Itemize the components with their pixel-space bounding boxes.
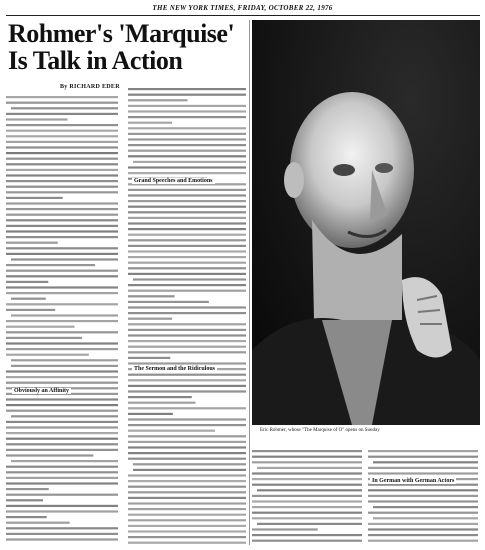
text-line — [252, 534, 362, 536]
text-line — [368, 456, 478, 458]
text-line — [368, 523, 478, 525]
text-line — [128, 519, 246, 521]
text-line — [6, 96, 118, 98]
text-line — [6, 331, 118, 333]
text-line — [6, 326, 75, 328]
text-line — [6, 230, 118, 232]
text-line — [128, 318, 172, 320]
text-line — [6, 477, 118, 479]
text-line — [6, 292, 118, 294]
text-line — [373, 506, 478, 508]
text-line — [368, 489, 478, 491]
text-line — [6, 342, 118, 344]
text-line — [128, 150, 246, 152]
text-line — [128, 480, 246, 482]
text-line — [6, 186, 118, 188]
text-line — [128, 200, 246, 202]
text-line — [128, 127, 246, 129]
text-line — [128, 374, 246, 376]
text-line — [373, 517, 478, 519]
text-line — [128, 312, 246, 314]
text-line — [368, 467, 478, 469]
text-line — [6, 163, 118, 165]
text-line — [6, 421, 118, 423]
text-line — [128, 166, 246, 168]
column-3-text-lines — [252, 448, 364, 544]
text-line — [6, 158, 118, 160]
text-line — [368, 512, 478, 514]
text-line — [133, 469, 246, 471]
text-line — [6, 370, 118, 372]
text-line — [128, 346, 246, 348]
text-line — [128, 290, 246, 292]
text-line — [252, 540, 362, 542]
text-line — [6, 382, 118, 384]
text-line — [6, 146, 118, 148]
text-line — [133, 463, 246, 465]
text-line — [368, 450, 478, 452]
byline: By RICHARD EDER — [60, 84, 120, 90]
text-line — [11, 359, 118, 361]
text-line — [128, 222, 246, 224]
text-line — [6, 208, 118, 210]
text-line — [128, 323, 246, 325]
text-line — [128, 340, 246, 342]
text-line — [6, 169, 118, 171]
column-1-text-lines — [6, 94, 121, 544]
text-line — [368, 540, 478, 542]
text-line — [6, 404, 118, 406]
article-column-2 — [128, 86, 248, 544]
text-line — [11, 314, 118, 316]
text-line — [6, 270, 118, 272]
text-line — [128, 334, 246, 336]
text-line — [252, 528, 318, 530]
text-line — [128, 441, 246, 443]
text-line — [252, 495, 362, 497]
text-line — [6, 488, 49, 490]
text-line — [257, 489, 362, 491]
masthead: THE NEW YORK TIMES, FRIDAY, OCTOBER 22, 1976 — [152, 4, 333, 12]
text-line — [6, 348, 118, 350]
text-line — [11, 107, 118, 109]
text-line — [128, 530, 246, 532]
subhead-german: In German with German Actors — [372, 478, 455, 484]
text-line — [128, 239, 246, 241]
text-line — [128, 430, 215, 432]
text-line — [11, 415, 118, 417]
text-line — [11, 365, 118, 367]
text-line — [368, 534, 478, 536]
text-line — [6, 410, 118, 412]
text-line — [128, 497, 246, 499]
text-line — [6, 538, 118, 540]
text-line — [6, 236, 118, 238]
text-line — [6, 191, 118, 193]
text-line — [128, 413, 173, 415]
text-line — [128, 446, 246, 448]
column-4-text-lines — [368, 448, 480, 544]
text-line — [6, 482, 118, 484]
text-line — [368, 472, 478, 474]
text-line — [257, 467, 362, 469]
text-line — [128, 138, 246, 140]
text-line — [128, 94, 246, 96]
photo-caption: Eric Rohmer, whose "The Marquise of O" opens on Sunday — [260, 428, 380, 433]
text-line — [128, 172, 246, 174]
text-line — [6, 471, 118, 473]
text-line — [128, 284, 246, 286]
text-line — [6, 438, 118, 440]
headline-line-1: Rohmer's 'Marquise' — [8, 19, 235, 48]
text-line — [6, 202, 118, 204]
text-line — [6, 264, 95, 266]
text-line — [252, 472, 362, 474]
text-line — [128, 402, 196, 404]
subhead-sermon: The Sermon and the Ridiculous — [134, 366, 216, 372]
text-line — [128, 424, 246, 426]
text-line — [128, 206, 246, 208]
text-line — [6, 197, 63, 199]
text-line — [6, 130, 118, 132]
text-line — [128, 234, 246, 236]
text-line — [6, 533, 118, 535]
text-line — [6, 253, 118, 255]
text-line — [252, 512, 362, 514]
text-line — [6, 449, 118, 451]
text-line — [128, 228, 246, 230]
text-line — [252, 517, 362, 519]
text-line — [6, 303, 118, 305]
text-line — [128, 122, 172, 124]
text-line — [128, 273, 246, 275]
text-line — [6, 242, 58, 244]
text-line — [128, 435, 246, 437]
text-line — [128, 486, 246, 488]
text-line — [128, 502, 246, 504]
text-line — [373, 461, 478, 463]
text-line — [128, 267, 246, 269]
text-line — [6, 505, 118, 507]
text-line — [128, 474, 246, 476]
text-line — [6, 275, 118, 277]
text-line — [128, 362, 246, 364]
text-line — [128, 379, 246, 381]
text-line — [6, 337, 82, 339]
subhead-speeches: Grand Speeches and Emotions — [134, 178, 213, 184]
text-line — [128, 189, 246, 191]
text-line — [11, 298, 46, 300]
text-line — [128, 491, 246, 493]
text-line — [6, 281, 48, 283]
text-line — [368, 528, 478, 530]
text-line — [252, 461, 362, 463]
text-line — [6, 214, 118, 216]
masthead-rule — [6, 15, 480, 16]
text-line — [128, 99, 188, 101]
text-line — [128, 110, 246, 112]
text-line — [257, 523, 362, 525]
text-line — [6, 102, 118, 104]
text-line — [128, 245, 246, 247]
text-line — [252, 500, 362, 502]
text-line — [128, 217, 246, 219]
text-line — [6, 426, 118, 428]
rohmer-photo — [252, 20, 480, 425]
text-line — [6, 398, 118, 400]
text-line — [128, 407, 246, 409]
text-line — [128, 418, 246, 420]
text-line — [128, 458, 246, 460]
text-line — [128, 536, 246, 538]
article-column-4 — [368, 448, 480, 544]
text-line — [128, 262, 246, 264]
text-line — [6, 309, 55, 311]
text-line — [128, 452, 246, 454]
text-line — [6, 118, 68, 120]
text-line — [252, 450, 362, 452]
text-line — [6, 527, 118, 529]
text-line — [6, 152, 118, 154]
text-line — [128, 306, 246, 308]
text-line — [6, 516, 47, 518]
text-line — [6, 174, 118, 176]
headline — [8, 20, 248, 74]
text-line — [128, 396, 192, 398]
text-line — [6, 499, 43, 501]
text-line — [6, 522, 70, 524]
column-divider — [249, 20, 250, 545]
text-line — [6, 219, 118, 221]
text-line — [128, 525, 246, 527]
text-line — [6, 376, 118, 378]
subhead-affinity: Obviously an Affinity — [14, 388, 70, 394]
text-line — [128, 542, 246, 544]
text-line — [128, 390, 246, 392]
text-line — [368, 495, 478, 497]
text-line — [6, 494, 118, 496]
article-column-1 — [6, 94, 121, 544]
text-line — [128, 88, 246, 90]
text-line — [6, 124, 118, 126]
text-line — [6, 354, 89, 356]
text-line — [128, 514, 246, 516]
text-line — [128, 256, 246, 258]
text-line — [133, 161, 246, 163]
text-line — [6, 113, 118, 115]
text-line — [6, 286, 118, 288]
text-line — [6, 247, 118, 249]
text-line — [6, 510, 118, 512]
text-line — [6, 180, 118, 182]
text-line — [133, 278, 246, 280]
text-line — [128, 155, 246, 157]
text-line — [128, 301, 209, 303]
text-line — [6, 225, 118, 227]
text-line — [128, 250, 246, 252]
text-line — [128, 133, 246, 135]
text-line — [128, 105, 246, 107]
text-line — [6, 432, 118, 434]
text-line — [128, 351, 246, 353]
text-line — [128, 144, 246, 146]
text-line — [6, 135, 118, 137]
text-line — [128, 194, 246, 196]
text-line — [128, 295, 175, 297]
article-column-3 — [252, 448, 364, 544]
text-line — [252, 506, 362, 508]
text-line — [6, 454, 93, 456]
text-line — [128, 357, 170, 359]
text-line — [128, 329, 246, 331]
text-line — [6, 466, 118, 468]
headline-line-2: Is Talk in Action — [8, 46, 183, 75]
text-line — [252, 456, 362, 458]
text-line — [11, 460, 118, 462]
text-line — [128, 385, 246, 387]
text-line — [252, 478, 362, 480]
text-line — [252, 484, 362, 486]
text-line — [6, 320, 118, 322]
text-line — [128, 211, 246, 213]
text-line — [128, 508, 246, 510]
text-line — [6, 141, 118, 143]
text-line — [11, 258, 118, 260]
text-line — [6, 443, 118, 445]
text-line — [368, 500, 478, 502]
column-2-text-lines — [128, 86, 248, 544]
text-line — [128, 116, 246, 118]
